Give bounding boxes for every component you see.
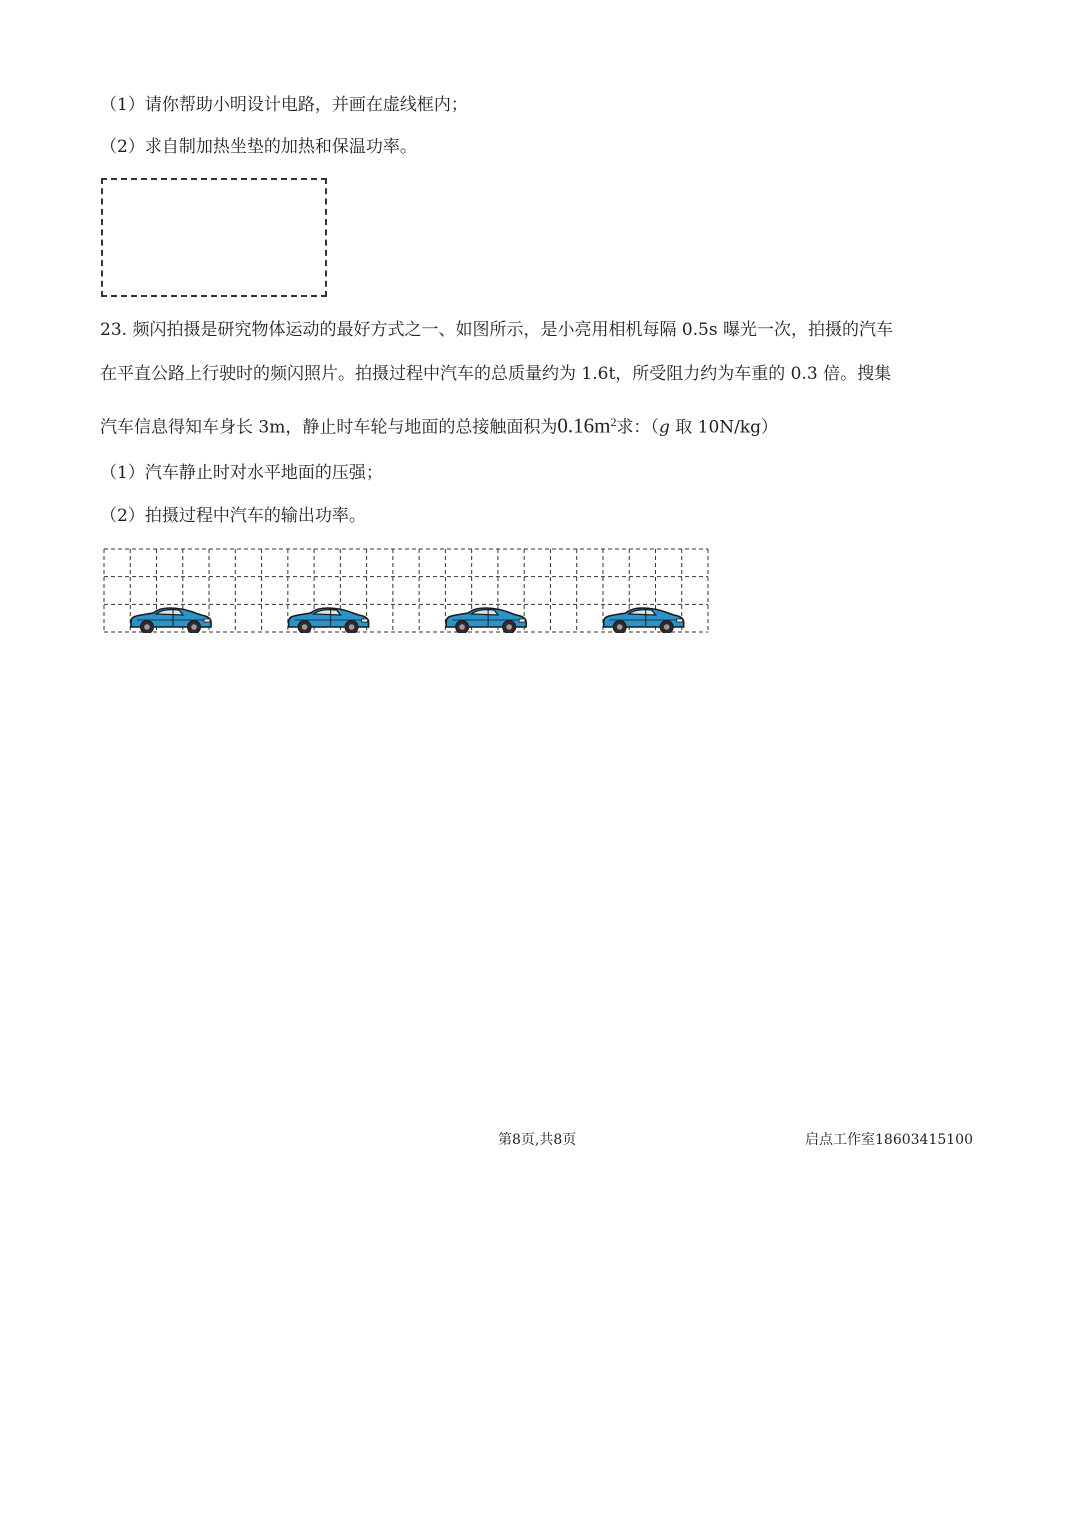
- q23-line1: 23. 频闪拍摄是研究物体运动的最好方式之一、如图所示，是小亮用相机每隔 0.5s 曝光一次，拍摄的汽车: [100, 320, 894, 340]
- q23-part2: （2）拍摄过程中汽车的输出功率。: [100, 506, 366, 526]
- q23-line3-text: 汽车信息得知车身长 3m，静止时车轮与地面的总接触面积为: [100, 417, 558, 438]
- car-icon: [446, 608, 526, 633]
- q23-line3-g-value: 取 10N/kg）: [669, 417, 779, 438]
- q22-part2: （2）求自制加热坐垫的加热和保温功率。: [100, 137, 417, 157]
- contact-area-exponent: 2: [610, 415, 617, 429]
- q22-part1: （1）请你帮助小明设计电路，并画在虚线框内；: [100, 95, 468, 115]
- q23-line2: 在平直公路上行驶时的频闪照片。拍摄过程中汽车的总质量约为 1.6t，所受阻力约为车重的 0.3 倍。搜集: [100, 364, 892, 384]
- car-icon: [131, 608, 211, 633]
- q23-part1: （1）汽车静止时对水平地面的压强；: [100, 463, 383, 483]
- car-icon: [604, 608, 684, 633]
- gravity-symbol: g: [658, 417, 670, 438]
- q23-line3: [100, 410, 778, 440]
- page-number: 第8页,共8页: [498, 1132, 577, 1148]
- car-icon: [289, 608, 369, 633]
- strobe-grid: [103, 548, 709, 633]
- q23-line3-ask: 求：（: [616, 417, 659, 438]
- strobe-photo-figure: [103, 548, 709, 633]
- circuit-drawing-box: [101, 178, 327, 297]
- studio-contact: 启点工作室18603415100: [805, 1132, 973, 1148]
- contact-area-value: 0.16m: [557, 413, 611, 438]
